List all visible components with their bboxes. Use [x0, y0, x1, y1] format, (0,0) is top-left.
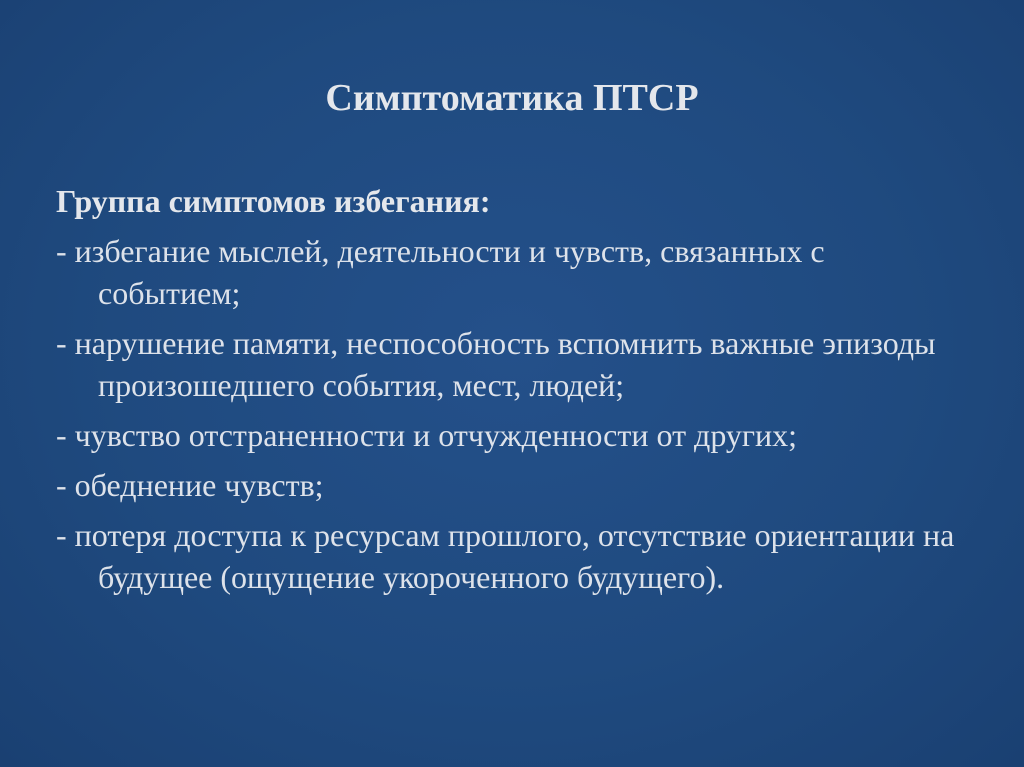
slide-title: Симптоматика ПТСР	[325, 77, 699, 119]
list-item: - обеднение чувств;	[56, 467, 324, 503]
list-item: - избегание мыслей, деятельности и чувств, связанных с событием;	[56, 233, 825, 311]
list-item: - нарушение памяти, неспособность вспомнить важные эпизоды произошедшего события, мест, людей;	[56, 325, 936, 403]
section-heading: Группа симптомов избегания:	[56, 183, 491, 219]
slide-content	[56, 180, 956, 606]
list-item: - потеря доступа к ресурсам прошлого, отсутствие ориентации на будущее (ощущение укороченного будущего).	[56, 517, 955, 595]
list-item: - чувство отстраненности и отчужденности от других;	[56, 417, 798, 453]
symptom-list	[56, 230, 956, 598]
